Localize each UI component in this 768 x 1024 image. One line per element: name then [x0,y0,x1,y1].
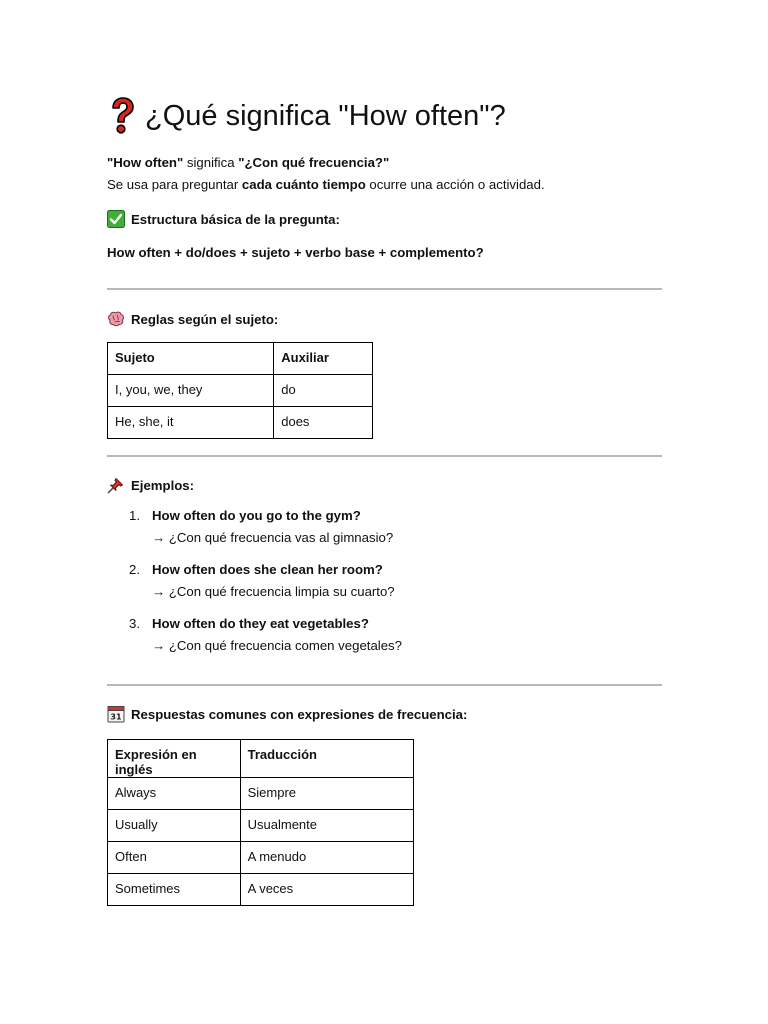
page-title-text: ¿Qué significa "How often"? [145,99,506,132]
table-row [108,810,414,842]
intro-term: "How often" [107,155,184,170]
table-row [108,778,414,810]
responses-table [107,739,414,906]
page-title [107,96,506,136]
table-cell: A menudo [240,842,413,874]
table-cell: do [274,375,373,407]
table-cell: does [274,407,373,439]
table-row [108,842,414,874]
check-mark-icon [107,210,125,228]
table-header-cell: Expresión en inglés [108,740,241,778]
list-item-number: 3. [129,616,140,631]
table-cell: Sometimes [108,874,241,906]
divider [107,684,662,686]
intro-translation: "¿Con qué frecuencia?" [238,155,390,170]
intro-connector: significa [183,155,239,170]
example-translation: → ¿Con qué frecuencia comen vegetales? [152,638,402,653]
examples-heading-text: Ejemplos: [131,477,195,493]
intro-line-1 [107,152,389,174]
rules-heading-text: Reglas según el sujeto: [131,311,279,327]
table-cell: Usually [108,810,241,842]
table-row [108,407,373,439]
table-row [108,375,373,407]
table-cell: Often [108,842,241,874]
table-header-row [108,343,373,375]
intro-usage-bold: cada cuánto tiempo [241,177,366,192]
structure-formula: How often + do/does + sujeto + verbo base + complemento? [107,245,484,260]
example-question: How often do they eat vegetables? [152,616,369,631]
calendar-icon-number: 31 [110,712,122,722]
responses-heading [107,705,467,723]
table-cell: Siempre [240,778,413,810]
intro-line-2 [107,174,545,196]
intro-usage-pre: Se usa para preguntar [107,177,242,192]
structure-heading-text: Estructura básica de la pregunta: [131,211,340,227]
table-header-cell: Sujeto [108,343,274,375]
table-header-row [108,740,414,778]
table-cell: He, she, it [108,407,274,439]
example-question: How often does she clean her room? [152,562,383,577]
example-translation: → ¿Con qué frecuencia vas al gimnasio? [152,530,394,545]
divider [107,288,662,290]
table-cell: A veces [240,874,413,906]
example-question: How often do you go to the gym? [152,508,361,523]
table-cell: Usualmente [240,810,413,842]
divider [107,455,662,457]
table-header-cell: Traducción [240,740,413,778]
list-item-number: 1. [129,508,140,523]
example-translation: → ¿Con qué frecuencia limpia su cuarto? [152,584,395,599]
pushpin-icon [107,476,125,494]
rules-heading [107,310,278,328]
structure-heading [107,210,340,228]
responses-heading-text: Respuestas comunes con expresiones de frecuencia: [131,706,468,722]
intro-usage-post: ocurre una acción o actividad. [365,177,545,192]
rules-table [107,342,373,439]
question-mark-icon [107,97,137,135]
calendar-icon [107,705,125,723]
brain-icon [107,310,125,328]
examples-heading [107,476,194,494]
table-row [108,874,414,906]
table-header-cell: Auxiliar [274,343,373,375]
list-item-number: 2. [129,562,140,577]
table-cell: Always [108,778,241,810]
table-cell: I, you, we, they [108,375,274,407]
